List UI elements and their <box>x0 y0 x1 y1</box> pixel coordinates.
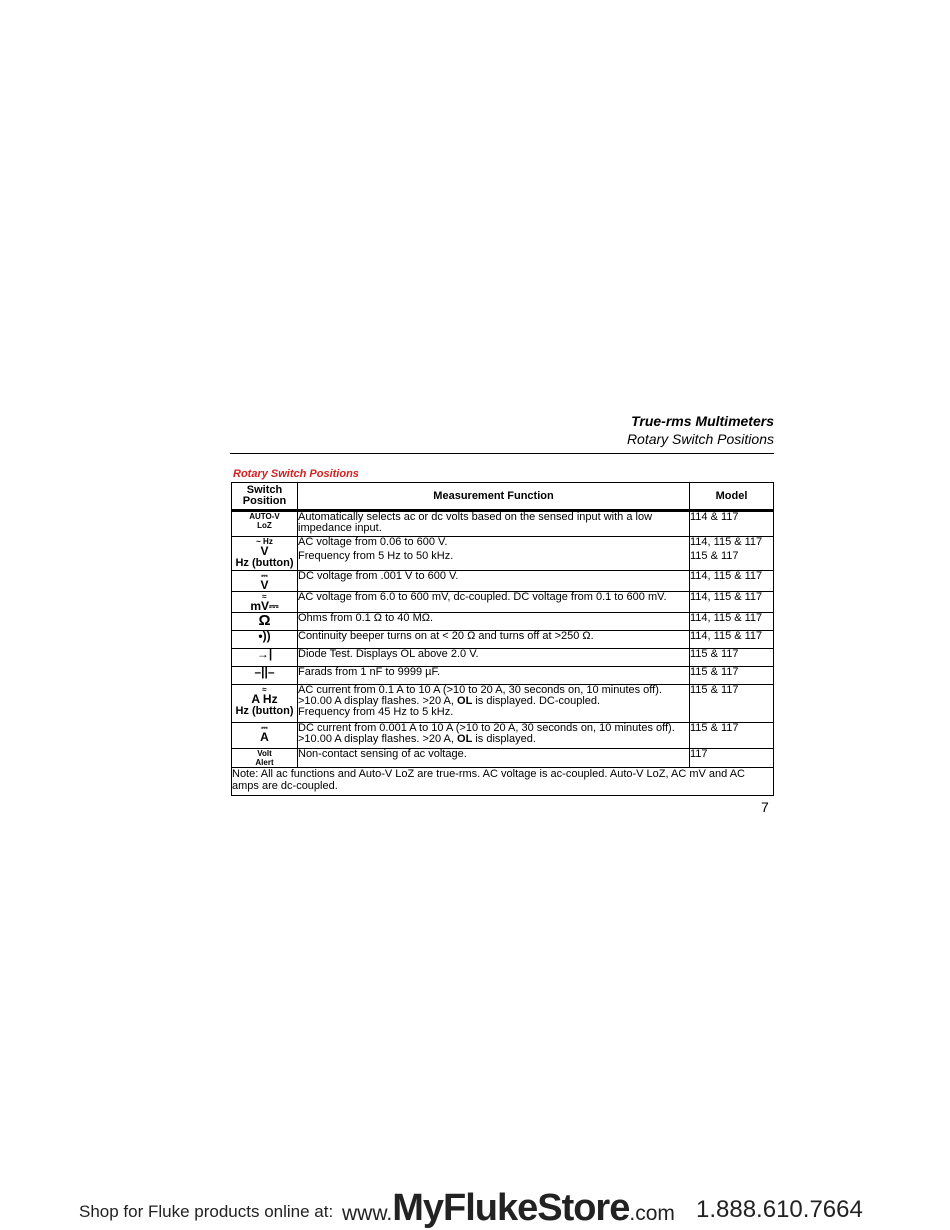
amps-hz-symbol: A Hz <box>251 692 278 706</box>
switch-dc-amps-icon <box>232 723 298 749</box>
function-cell: Automatically selects ac or dc volts based on the sensed input with a low impedance input. <box>298 511 690 537</box>
switch-diode-icon <box>232 649 298 667</box>
document-header <box>230 412 774 448</box>
footer-phone: 1.888.610.7664 <box>696 1196 863 1223</box>
model-cell: 114, 115 & 117 <box>690 613 774 631</box>
table-note-row <box>232 768 774 796</box>
document-subtitle: Rotary Switch Positions <box>626 431 774 447</box>
ol-text: OL <box>457 695 473 707</box>
ohm-icon: Ω <box>258 612 271 629</box>
ac-symbol: ≈ <box>262 685 267 694</box>
model-cell: 115 & 117 <box>690 649 774 667</box>
function-line: Frequency from 5 Hz to 50 kHz. <box>298 550 454 562</box>
dc-symbol: ⎓ <box>261 571 268 580</box>
switch-ac-amps-icon <box>232 685 298 723</box>
ac-symbol: ≈ <box>262 592 267 601</box>
function-cell: Continuity beeper turns on at < 20 Ω and turns off at >250 Ω. <box>298 631 690 649</box>
millivolts-symbol: mV⎓ <box>250 599 279 613</box>
model-cell: 114 & 117 <box>690 511 774 537</box>
column-header-model: Model <box>690 483 774 511</box>
function-line: AC voltage from 0.06 to 600 V. <box>298 536 448 548</box>
beeper-icon: •)) <box>258 629 271 643</box>
switch-millivolts-icon <box>232 592 298 613</box>
table-row <box>232 592 774 613</box>
function-cell: Farads from 1 nF to 9999 µF. <box>298 667 690 685</box>
auto-v-label: AUTO-V <box>249 512 280 521</box>
volts-symbol: V <box>260 544 269 558</box>
url-com: .com <box>629 1202 675 1225</box>
volt-label: Volt <box>257 749 272 758</box>
function-cell: Ohms from 0.1 Ω to 40 MΩ. <box>298 613 690 631</box>
function-line: Frequency from 45 Hz to 5 kHz. <box>298 706 454 718</box>
switch-continuity-icon <box>232 631 298 649</box>
function-cell: AC voltage from 6.0 to 600 mV, dc-coupled. DC voltage from 0.1 to 600 mV. <box>298 592 690 613</box>
amps-symbol: A <box>260 730 269 744</box>
function-cell <box>298 685 690 723</box>
function-cell: Non-contact sensing of ac voltage. <box>298 749 690 768</box>
table-row <box>232 723 774 749</box>
function-cell: Diode Test. Displays OL above 2.0 V. <box>298 649 690 667</box>
capacitor-icon: –||– <box>254 665 275 679</box>
model-line: 114, 115 & 117 <box>690 536 763 548</box>
page-number: 7 <box>761 799 769 815</box>
model-cell: 114, 115 & 117 <box>690 631 774 649</box>
column-header-switch-position: Switch Position <box>232 483 298 511</box>
rotary-switch-table <box>231 482 774 796</box>
column-header-measurement-function: Measurement Function <box>298 483 690 511</box>
store-footer <box>0 1183 950 1229</box>
function-line <box>298 734 689 745</box>
ol-text: OL <box>457 733 473 745</box>
document-title: True-rms Multimeters <box>631 413 774 429</box>
table-row <box>232 571 774 592</box>
model-line: 115 & 117 <box>690 550 739 562</box>
function-text: >10.00 A display flashes. >20 A, <box>298 695 458 707</box>
table-row <box>232 537 774 571</box>
dc-symbol: ⎓ <box>261 723 268 732</box>
table-row <box>232 749 774 768</box>
switch-auto-v-loz-icon <box>232 511 298 537</box>
url-brand: MyFlukeStore <box>392 1187 630 1229</box>
loz-label: LoZ <box>257 521 272 530</box>
model-cell: 114, 115 & 117 <box>690 571 774 592</box>
header-divider <box>230 453 774 454</box>
switch-capacitance-icon <box>232 667 298 685</box>
function-cell <box>298 537 690 571</box>
alert-label: Alert <box>255 758 274 767</box>
url-www: www. <box>342 1202 393 1225</box>
volts-symbol: V <box>260 578 269 592</box>
model-cell <box>690 537 774 571</box>
diode-icon: →| <box>256 647 273 661</box>
model-cell: 115 & 117 <box>690 723 774 749</box>
function-text: is displayed. DC-coupled. <box>472 695 601 707</box>
hz-button-label: Hz (button) <box>235 557 294 569</box>
table-row <box>232 631 774 649</box>
table-row <box>232 613 774 631</box>
model-cell: 114, 115 & 117 <box>690 592 774 613</box>
hz-button-label: Hz (button) <box>235 705 294 717</box>
table-row <box>232 649 774 667</box>
function-text: is displayed. <box>472 733 536 745</box>
switch-ac-volts-icon <box>232 537 298 571</box>
footer-shop-text: Shop for Fluke products online at: <box>79 1202 334 1221</box>
function-cell: DC voltage from .001 V to 600 V. <box>298 571 690 592</box>
switch-volt-alert-icon <box>232 749 298 768</box>
model-cell: 115 & 117 <box>690 685 774 723</box>
switch-ohms-icon <box>232 613 298 631</box>
function-cell <box>298 723 690 749</box>
function-text: >10.00 A display flashes. >20 A, <box>298 733 458 745</box>
table-row <box>232 511 774 537</box>
table-row <box>232 685 774 723</box>
ac-hz-symbol: ~ Hz <box>256 537 273 546</box>
model-cell: 117 <box>690 749 774 768</box>
function-line: DC current from 0.001 A to 10 A (>10 to 20 A, 30 seconds on, 10 minutes off). <box>298 722 675 734</box>
table-note: Note: All ac functions and Auto-V LoZ are true-rms. AC voltage is ac-coupled. Auto-V LoZ, AC mV and AC amps are dc-coupled. <box>232 768 774 796</box>
model-cell: 115 & 117 <box>690 667 774 685</box>
switch-dc-volts-icon <box>232 571 298 592</box>
table-caption: Rotary Switch Positions <box>233 468 359 480</box>
store-url-link[interactable] <box>342 1187 675 1230</box>
table-row <box>232 667 774 685</box>
function-line: AC current from 0.1 A to 10 A (>10 to 20 A, 30 seconds on, 10 minutes off). <box>298 684 662 696</box>
table-header-row <box>232 483 774 511</box>
